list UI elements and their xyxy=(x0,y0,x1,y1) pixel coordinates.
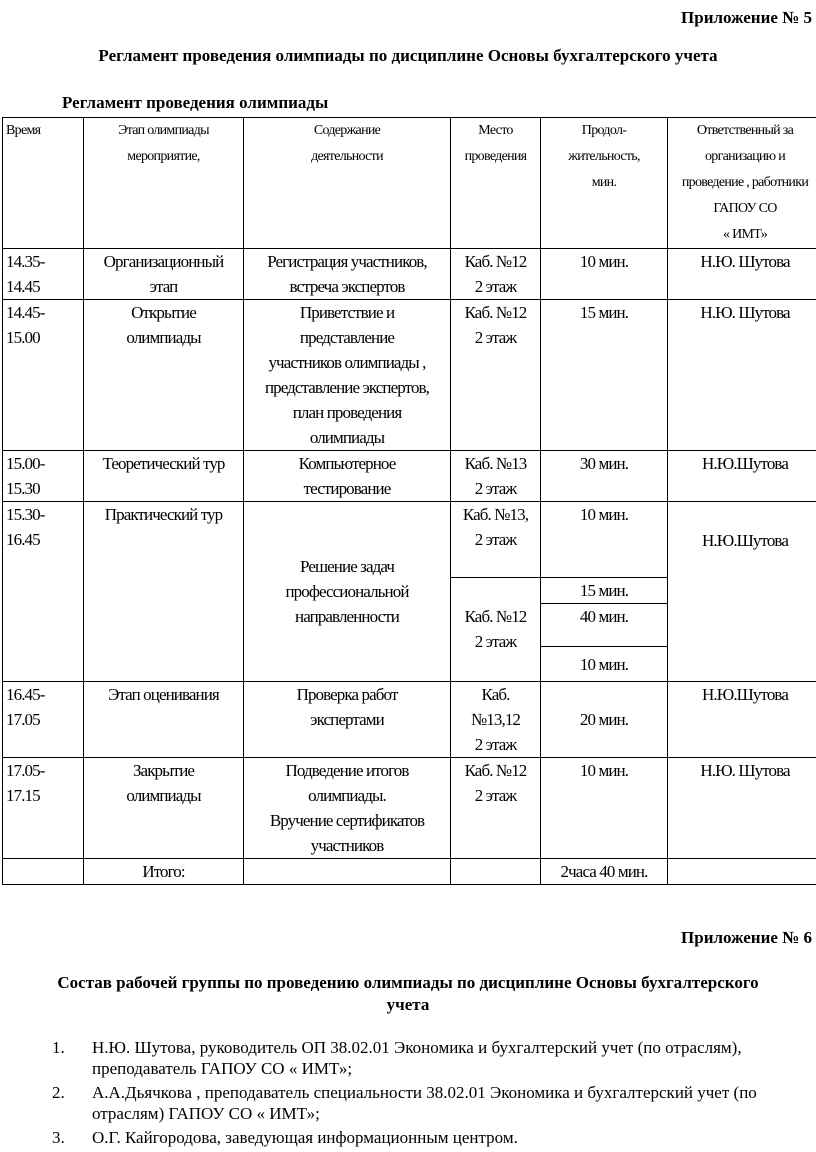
responsible-cell: Н.Ю. Шутова xyxy=(668,249,816,300)
duration-cell: 10 мин. xyxy=(541,758,668,859)
list-item xyxy=(52,1082,812,1124)
content-cell: Подведение итогов олимпиады. Вручение сертификатов участников xyxy=(244,758,451,859)
list-item-number: 1. xyxy=(52,1038,65,1057)
responsible-cell: Н.Ю.Шутова xyxy=(668,502,816,682)
header-stage: Этап олимпиады мероприятие, xyxy=(84,118,244,249)
responsible-cell: Н.Ю.Шутова xyxy=(668,451,816,502)
list-item-number: 3. xyxy=(52,1128,65,1147)
header-content: Содержание деятельности xyxy=(244,118,451,249)
duration-cell: 40 мин. xyxy=(541,604,668,647)
table-row xyxy=(3,249,816,300)
time-cell: 15.30- 16.45 xyxy=(3,502,84,682)
content-cell: Проверка работ экспертами xyxy=(244,682,451,758)
duration-cell: 15 мин. xyxy=(541,578,668,604)
document-title: Регламент проведения олимпиады по дисциплине Основы бухгалтерского учета xyxy=(98,46,718,65)
content-cell: Приветствие и представление участников олимпиады , представление экспертов, план проведения олимпиады xyxy=(244,300,451,451)
header-time: Время xyxy=(3,118,84,249)
appendix-6-label: Приложение № 6 xyxy=(681,928,812,947)
place-cell: Каб. №12 2 этаж xyxy=(451,578,541,682)
stage-cell: Практический тур xyxy=(84,502,244,682)
place-cell: Каб. №13,12 2 этаж xyxy=(451,682,541,758)
place-cell: Каб. №13 2 этаж xyxy=(451,451,541,502)
list-item-number: 2. xyxy=(52,1083,65,1102)
list-item xyxy=(52,1127,812,1148)
table-row xyxy=(3,758,816,859)
table-row xyxy=(3,502,816,578)
stage-cell: Теоретический тур xyxy=(84,451,244,502)
list-item-text: А.А.Дьячкова , преподаватель специальности 38.02.01 Экономика и бухгалтерский учет (по отраслям) ГАПОУ СО « ИМТ»; xyxy=(92,1083,757,1123)
header-responsible: Ответственный за организацию и проведение , работники ГАПОУ СО « ИМТ» xyxy=(668,118,816,249)
list-item xyxy=(52,1037,812,1079)
stage-cell: Этап оценивания xyxy=(84,682,244,758)
place-cell: Каб. №13, 2 этаж xyxy=(451,502,541,578)
stage-cell: Организационный этап xyxy=(84,249,244,300)
duration-cell: 20 мин. xyxy=(541,682,668,758)
place-cell: Каб. №12 2 этаж xyxy=(451,249,541,300)
responsible-cell: Н.Ю. Шутова xyxy=(668,300,816,451)
duration-cell: 10 мин. xyxy=(541,249,668,300)
table-row xyxy=(3,300,816,451)
stage-cell: Открытие олимпиады xyxy=(84,300,244,451)
total-label: Итого: xyxy=(84,859,244,885)
duration-cell: 15 мин. xyxy=(541,300,668,451)
header-duration: Продол- жительность, мин. xyxy=(541,118,668,249)
stage-cell: Закрытие олимпиады xyxy=(84,758,244,859)
table-row xyxy=(3,451,816,502)
working-group-list xyxy=(52,1037,812,1151)
time-cell: 17.05- 17.15 xyxy=(3,758,84,859)
header-place: Место проведения xyxy=(451,118,541,249)
total-value: 2часа 40 мин. xyxy=(541,859,668,885)
time-cell: 16.45- 17.05 xyxy=(3,682,84,758)
total-row xyxy=(3,859,816,885)
content-cell: Решение задач профессиональной направленности xyxy=(244,502,451,682)
place-cell: Каб. №12 2 этаж xyxy=(451,300,541,451)
working-group-title: Состав рабочей группы по проведению олимпиады по дисциплине Основы бухгалтерского учета xyxy=(57,973,759,1014)
list-item-text: Н.Ю. Шутова, руководитель ОП 38.02.01 Экономика и бухгалтерский учет (по отраслям), преподаватель ГАПОУ СО « ИМТ»; xyxy=(92,1038,742,1078)
place-cell: Каб. №12 2 этаж xyxy=(451,758,541,859)
content-cell: Регистрация участников, встреча экспертов xyxy=(244,249,451,300)
duration-cell: 10 мин. xyxy=(541,502,668,578)
time-cell: 15.00- 15.30 xyxy=(3,451,84,502)
duration-cell: 30 мин. xyxy=(541,451,668,502)
time-cell: 14.45- 15.00 xyxy=(3,300,84,451)
table-row xyxy=(3,682,816,758)
table-header-row xyxy=(3,118,816,249)
responsible-cell: Н.Ю. Шутова xyxy=(668,758,816,859)
schedule-table xyxy=(2,117,816,885)
responsible-cell: Н.Ю.Шутова xyxy=(668,682,816,758)
time-cell: 14.35- 14.45 xyxy=(3,249,84,300)
appendix-5-label: Приложение № 5 xyxy=(681,8,812,27)
content-cell: Компьютерное тестирование xyxy=(244,451,451,502)
schedule-subtitle: Регламент проведения олимпиады xyxy=(62,93,329,112)
list-item-text: О.Г. Кайгородова, заведующая информационным центром. xyxy=(92,1128,518,1147)
duration-cell: 10 мин. xyxy=(541,647,668,682)
